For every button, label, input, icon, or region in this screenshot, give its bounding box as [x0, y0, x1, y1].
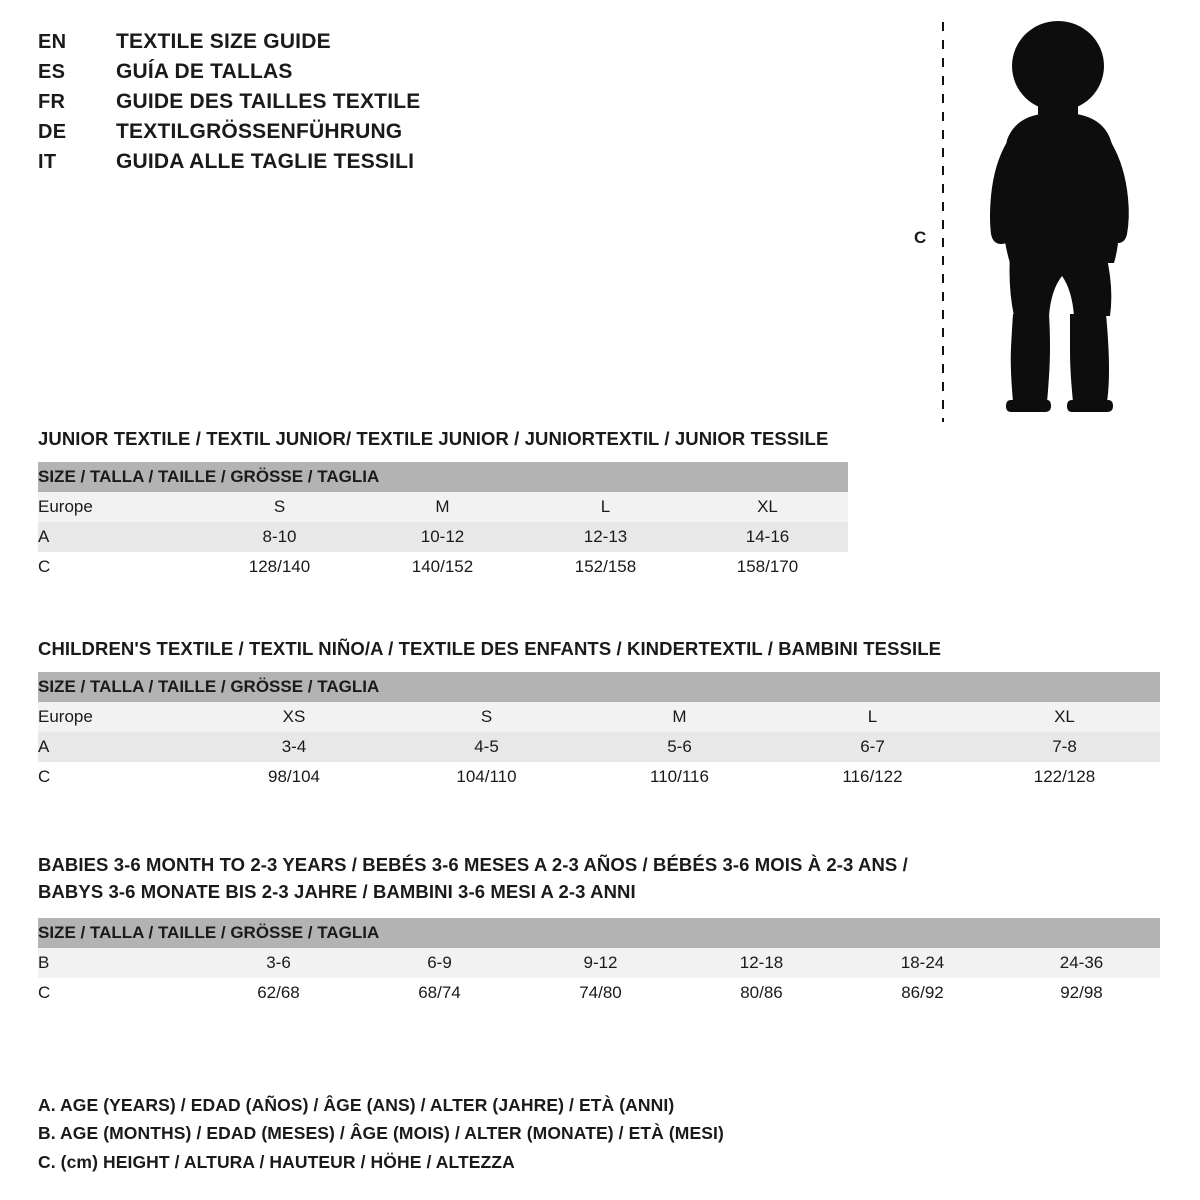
language-row [38, 60, 598, 90]
cell-value: 8-10 [198, 522, 361, 552]
table-row [38, 948, 1160, 978]
table-row [38, 762, 1160, 792]
row-label: C [38, 978, 198, 1008]
cell-value: 152/158 [524, 552, 687, 582]
height-dashed-line [942, 22, 944, 422]
section-title-babies-line1: BABIES 3-6 MONTH TO 2-3 YEARS / BEBÉS 3-6 MESES A 2-3 AÑOS / BÉBÉS 3-6 MOIS À 2-3 ANS / [38, 854, 908, 875]
cell-value: 12-18 [681, 948, 842, 978]
section-title-children: CHILDREN'S TEXTILE / TEXTIL NIÑO/A / TEXTILE DES ENFANTS / KINDERTEXTIL / BAMBINI TESSILE [38, 638, 942, 659]
table-header-row [38, 918, 1160, 948]
table-header-row [38, 462, 848, 492]
table-row [38, 702, 1160, 732]
language-code: DE [38, 121, 67, 143]
table-wrap-children [38, 672, 1160, 792]
section-title-babies-line2: BABYS 3-6 MONATE BIS 2-3 JAHRE / BAMBINI 3-6 MESI A 2-3 ANNI [38, 880, 636, 902]
section-junior [0, 428, 848, 582]
cell-value: 122/128 [969, 762, 1160, 792]
table-header-label: SIZE / TALLA / TAILLE / GRÖSSE / TAGLIA [38, 918, 1160, 948]
cell-value: 18-24 [842, 948, 1003, 978]
cell-value: 3-6 [198, 948, 359, 978]
cell-value: S [198, 492, 361, 522]
language-code: FR [38, 91, 66, 113]
cell-value: 104/110 [390, 762, 583, 792]
language-title: GUÍA DE TALLAS [116, 60, 293, 83]
cell-value: 158/170 [687, 552, 848, 582]
cell-value: 98/104 [198, 762, 390, 792]
table-row [38, 522, 848, 552]
cell-value: 9-12 [520, 948, 681, 978]
cell-value: 80/86 [681, 978, 842, 1008]
row-label: Europe [38, 702, 198, 732]
cell-value: 140/152 [361, 552, 524, 582]
child-silhouette-icon [955, 18, 1155, 418]
legend-line-c: C. (cm) HEIGHT / ALTURA / HAUTEUR / HÖHE / ALTEZZA [38, 1151, 515, 1172]
cell-value: 12-13 [524, 522, 687, 552]
cell-value: 6-9 [359, 948, 520, 978]
cell-value: 74/80 [520, 978, 681, 1008]
legend-line-b: B. AGE (MONTHS) / EDAD (MESES) / ÂGE (MOIS) / ALTER (MONATE) / ETÀ (MESI) [38, 1123, 724, 1144]
cell-value: S [390, 702, 583, 732]
cell-value: 62/68 [198, 978, 359, 1008]
table-header-row [38, 672, 1160, 702]
cell-value: 7-8 [969, 732, 1160, 762]
language-code: EN [38, 31, 67, 53]
row-label: Europe [38, 492, 198, 522]
cell-value: L [524, 492, 687, 522]
language-row [38, 30, 598, 60]
language-code: ES [38, 61, 66, 83]
cell-value: 86/92 [842, 978, 1003, 1008]
table-row [38, 492, 848, 522]
height-measure-label: C [914, 228, 927, 247]
table-header-label: SIZE / TALLA / TAILLE / GRÖSSE / TAGLIA [38, 462, 848, 492]
cell-value: 128/140 [198, 552, 361, 582]
cell-value: L [776, 702, 969, 732]
language-row [38, 120, 598, 150]
language-title: GUIDA ALLE TAGLIE TESSILI [116, 150, 415, 173]
table-row [38, 978, 1160, 1008]
section-title-babies [38, 852, 1160, 906]
legend-block [38, 1091, 1038, 1176]
language-title: GUIDE DES TAILLES TEXTILE [116, 90, 421, 113]
size-table-junior [38, 462, 848, 582]
cell-value: 24-36 [1003, 948, 1160, 978]
cell-value: M [361, 492, 524, 522]
legend-line-a: A. AGE (YEARS) / EDAD (AÑOS) / ÂGE (ANS) / ALTER (JAHRE) / ETÀ (ANNI) [38, 1094, 675, 1115]
table-header-label: SIZE / TALLA / TAILLE / GRÖSSE / TAGLIA [38, 672, 1160, 702]
section-title-junior: JUNIOR TEXTILE / TEXTIL JUNIOR/ TEXTILE JUNIOR / JUNIORTEXTIL / JUNIOR TESSILE [38, 428, 829, 449]
cell-value: M [583, 702, 776, 732]
language-title: TEXTILE SIZE GUIDE [116, 30, 331, 53]
cell-value: 14-16 [687, 522, 848, 552]
cell-value: 4-5 [390, 732, 583, 762]
table-row [38, 552, 848, 582]
cell-value: 6-7 [776, 732, 969, 762]
table-row [38, 732, 1160, 762]
row-label: A [38, 522, 198, 552]
size-table-babies [38, 918, 1160, 1008]
cell-value: 5-6 [583, 732, 776, 762]
section-babies [0, 852, 1160, 1008]
cell-value: 3-4 [198, 732, 390, 762]
row-label: C [38, 762, 198, 792]
cell-value: 110/116 [583, 762, 776, 792]
table-wrap-junior [38, 462, 848, 582]
height-diagram [900, 10, 1160, 420]
language-row [38, 90, 598, 120]
table-wrap-babies [38, 918, 1160, 1008]
language-row [38, 150, 598, 180]
language-title: TEXTILGRÖSSENFÜHRUNG [116, 120, 403, 143]
size-table-children [38, 672, 1160, 792]
row-label: C [38, 552, 198, 582]
cell-value: 92/98 [1003, 978, 1160, 1008]
row-label: A [38, 732, 198, 762]
cell-value: 116/122 [776, 762, 969, 792]
section-children [0, 638, 1160, 792]
cell-value: XL [969, 702, 1160, 732]
row-label: B [38, 948, 198, 978]
language-title-block [38, 30, 598, 180]
cell-value: XL [687, 492, 848, 522]
cell-value: 68/74 [359, 978, 520, 1008]
language-code: IT [38, 151, 57, 173]
cell-value: XS [198, 702, 390, 732]
cell-value: 10-12 [361, 522, 524, 552]
